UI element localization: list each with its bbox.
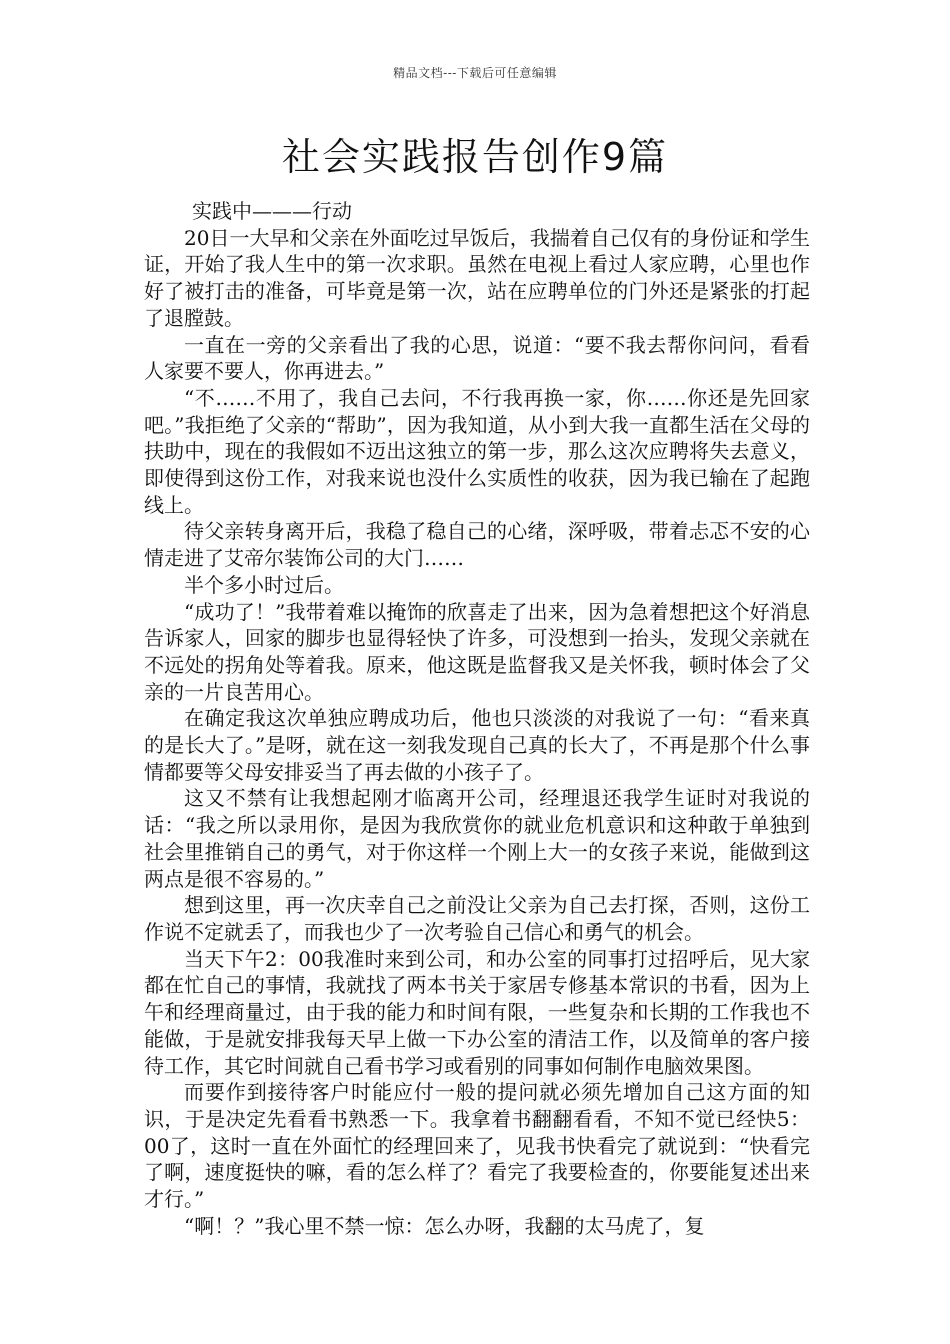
paragraph: 20日一大早和父亲在外面吃过早饭后，我揣着自己仅有的身份证和学生证，开始了我人生中的第一次求职。虽然在电视上看过人家应聘，心里也作好了被打击的准备，可毕竟是第一次，站在应聘单位的门外还是紧张的打起了退膛鼓。 xyxy=(144,225,810,330)
section-heading: 实践中———行动 xyxy=(192,199,352,223)
document-body xyxy=(144,198,810,1239)
paragraph: “成功了！”我带着难以掩饰的欣喜走了出来，因为急着想把这个好消息告诉家人，回家的脚步也显得轻快了许多，可没想到一抬头，发现父亲就在不远处的拐角处等着我。原来，他这既是监督我又是关怀我，顿时体会了父亲的一片良苦用心。 xyxy=(144,599,810,704)
paragraph: 这又不禁有让我想起刚才临离开公司，经理退还我学生证时对我说的话：“我之所以录用你，是因为我欣赏你的就业危机意识和这种敢于单独到社会里推销自己的勇气，对于你这样一个刚上大一的女孩子来说，能做到这两点是很不容易的。” xyxy=(144,786,810,891)
paragraph: 半个多小时过后。 xyxy=(184,572,344,597)
paragraph: 想到这里，再一次庆幸自己之前没让父亲为自己去打探，否则，这份工作说不定就丢了，而我也少了一次考验自己信心和勇气的机会。 xyxy=(144,893,810,944)
document-title: 社会实践报告创作9篇 xyxy=(281,135,669,179)
paragraph: 在确定我这次单独应聘成功后，他也只淡淡的对我说了一句：“看来真的是长大了。”是呀，就在这一刻我发现自己真的长大了，不再是那个什么事情都要等父母安排妥当了再去做的小孩子了。 xyxy=(144,706,810,784)
paragraph: 而要作到接待客户时能应付一般的提问就必须先增加自己这方面的知识，于是决定先看看书熟悉一下。我拿着书翻翻看看，不知不觉已经快5：00了，这时一直在外面忙的经理回来了，见我书快看完了就说到：“快看完了啊，速度挺快的嘛，看的怎么样了？看完了我要检查的，你要能复述出来才行。” xyxy=(144,1080,810,1212)
paragraph: 待父亲转身离开后，我稳了稳自己的心绪，深呼吸，带着忐忑不安的心情走进了艾帝尔装饰公司的大门…… xyxy=(144,519,810,571)
paragraph: 一直在一旁的父亲看出了我的心思，说道：“要不我去帮你问问，看看人家要不要人，你再进去。” xyxy=(144,332,810,384)
paragraph: 当天下午2：00我准时来到公司，和办公室的同事打过招呼后，见大家都在忙自己的事情，我就找了两本书关于家居专修基本常识的书看，因为上午和经理商量过，由于我的能力和时间有限，一些复杂和长期的工作我也不能做，于是就安排我每天早上做一下办公室的清洁工作，以及简单的客户接待工作，其它时间就自己看书学习或看别的同事如何制作电脑效果图。 xyxy=(144,946,810,1078)
page-header: 精品文档---下载后可任意编辑 xyxy=(393,66,557,80)
paragraph: “啊！？”我心里不禁一惊：怎么办呀，我翻的太马虎了，复 xyxy=(184,1213,705,1238)
paragraph: “不……不用了，我自己去问，不行我再换一家，你……你还是先回家吧。”我拒绝了父亲的“帮助”，因为我知道，从小到大我一直都生活在父母的扶助中，现在的我假如不迈出这独立的第一步，那么这次应聘将失去意义，即使得到这份工作，对我来说也没什么实质性的收获，因为我已输在了起跑线上。 xyxy=(144,385,810,517)
